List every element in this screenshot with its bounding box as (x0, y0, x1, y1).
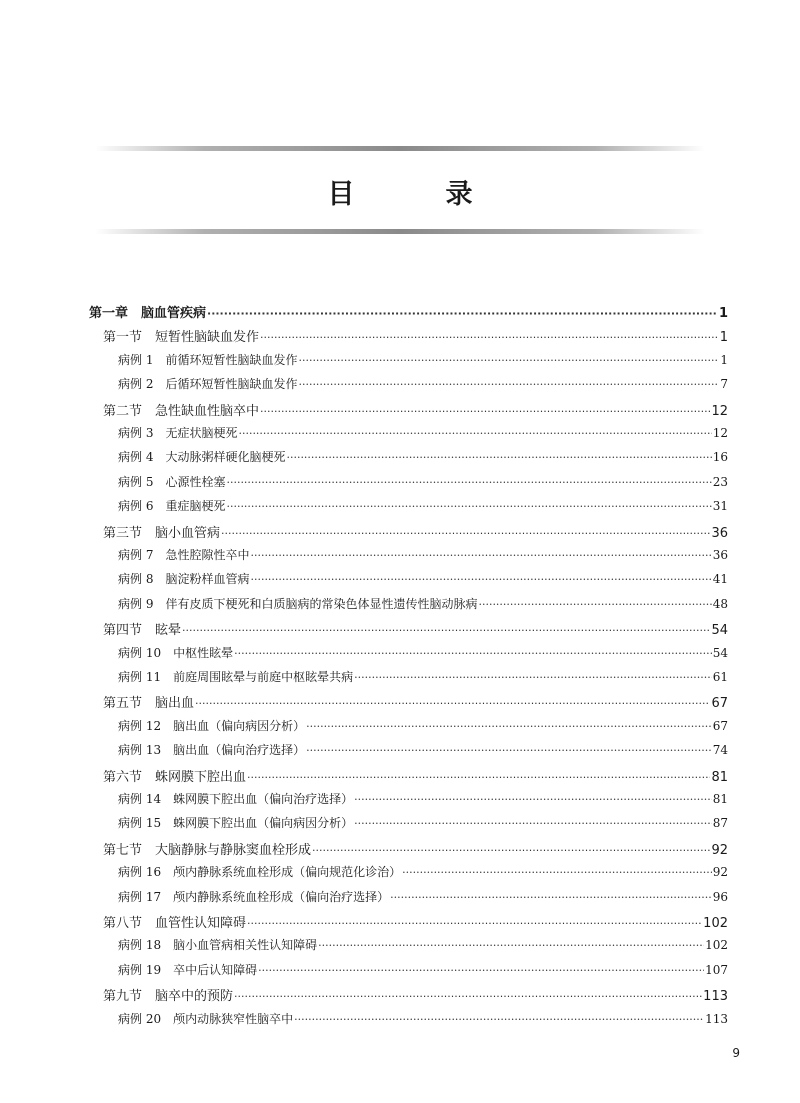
toc-entry-case[interactable] (118, 814, 728, 838)
toc-entry-label: 病例 4 大动脉粥样硬化脑梗死 (118, 450, 286, 465)
toc-entry-label: 病例 13 脑出血（偏向治疗选择） (118, 743, 306, 758)
toc-entry-page: 36 (712, 548, 728, 562)
toc-entry-case[interactable] (118, 570, 728, 594)
toc-entry-section[interactable] (103, 692, 728, 716)
dot-leader (318, 939, 704, 952)
toc-entry-label: 第九节 脑卒中的预防 (103, 989, 234, 1005)
toc-entry-section[interactable] (103, 522, 728, 546)
dot-leader (226, 476, 711, 489)
toc-entry-case[interactable] (118, 448, 728, 472)
toc-entry-page: 96 (712, 889, 728, 904)
toc-entry-page: 81 (711, 769, 728, 785)
toc-entry-case[interactable] (118, 473, 728, 497)
toc-entry-page: 12 (712, 426, 728, 440)
toc-entry-label: 病例 20 颅内动脉狭窄性脑卒中 (118, 1011, 294, 1026)
toc-entry-page: 87 (712, 816, 728, 831)
dot-leader (250, 573, 711, 586)
toc-entry-page: 1 (719, 330, 728, 346)
dot-leader (195, 697, 710, 710)
toc-entry-page: 92 (712, 865, 728, 880)
dot-leader (260, 405, 710, 418)
toc-entry-case[interactable] (118, 790, 728, 814)
toc-entry-label: 病例 8 脑淀粉样血管病 (118, 572, 250, 587)
toc-entry-page: 81 (712, 792, 728, 806)
dot-leader (306, 744, 712, 757)
toc-entry-case[interactable] (118, 1010, 728, 1034)
dot-leader (234, 990, 702, 1003)
toc-entry-case[interactable] (118, 863, 728, 887)
toc-entry-page: 102 (703, 916, 728, 931)
toc-entry-page: 48 (712, 596, 728, 611)
toc-entry-case[interactable] (118, 546, 728, 570)
toc-entry-page: 54 (711, 623, 728, 639)
page-title: 目 录 (327, 179, 505, 210)
dot-leader (258, 964, 704, 977)
dot-leader (402, 866, 712, 879)
dot-leader (354, 671, 712, 684)
dot-leader (247, 771, 710, 784)
toc-entry-chapter[interactable] (89, 302, 728, 326)
toc-entry-section[interactable] (103, 400, 728, 424)
bottom-rule (95, 229, 705, 234)
toc-entry-case[interactable] (118, 351, 728, 375)
dot-leader (207, 307, 718, 320)
toc-entry-page: 1 (720, 352, 728, 367)
dot-leader (390, 891, 712, 904)
dot-leader (250, 549, 711, 562)
toc-entry-label: 病例 16 颅内静脉系统血栓形成（偏向规范化诊治） (118, 865, 402, 880)
toc-entry-page: 31 (712, 499, 728, 514)
toc-entry-label: 第二节 急性缺血性脑卒中 (103, 403, 260, 419)
dot-leader (238, 427, 711, 440)
toc-entry-case[interactable] (118, 961, 728, 985)
toc-entry-page: 113 (703, 989, 728, 1005)
toc-entry-page: 67 (712, 718, 728, 733)
toc-entry-label: 病例 2 后循环短暂性脑缺血发作 (118, 377, 298, 392)
dot-leader (260, 331, 719, 344)
toc-entry-case[interactable] (118, 888, 728, 912)
toc-entry-page: 1 (718, 306, 728, 321)
toc-entry-section[interactable] (103, 326, 728, 350)
toc-entry-case[interactable] (118, 644, 728, 668)
toc-entry-page: 61 (712, 670, 728, 684)
toc-entry-page: 16 (712, 450, 728, 465)
toc-entry-section[interactable] (103, 912, 728, 936)
toc-entry-section[interactable] (103, 766, 728, 790)
dot-leader (294, 1013, 704, 1026)
toc-entry-page: 107 (705, 962, 728, 977)
toc-entry-label: 病例 6 重症脑梗死 (118, 499, 226, 514)
dot-leader (354, 793, 712, 806)
dot-leader (298, 378, 719, 391)
toc-entry-label: 病例 5 心源性栓塞 (118, 474, 226, 489)
dot-leader (234, 647, 712, 660)
dot-leader (182, 624, 710, 637)
toc-entry-section[interactable] (103, 839, 728, 863)
dot-leader (306, 720, 712, 733)
toc-entry-label: 第六节 蛛网膜下腔出血 (103, 769, 247, 785)
toc-entry-label: 病例 1 前循环短暂性脑缺血发作 (118, 352, 298, 367)
toc-entry-page: 41 (712, 572, 728, 587)
dot-leader (247, 917, 702, 930)
toc-entry-section[interactable] (103, 985, 728, 1009)
toc-entry-page: 54 (712, 645, 728, 660)
toc-entry-page: 74 (712, 743, 728, 758)
top-rule (95, 146, 705, 151)
toc-entry-label: 第七节 大脑静脉与静脉窦血栓形成 (103, 842, 312, 858)
toc-entry-page: 113 (705, 1011, 728, 1026)
toc-entry-page: 67 (711, 696, 728, 712)
toc-entry-case[interactable] (118, 668, 728, 692)
dot-leader (221, 527, 710, 540)
toc-entry-page: 92 (711, 842, 728, 858)
dot-leader (286, 451, 711, 464)
page-number: 9 (732, 1046, 740, 1060)
dot-leader (354, 817, 712, 830)
toc-entry-case[interactable] (118, 595, 728, 619)
toc-entry-section[interactable] (103, 619, 728, 643)
toc-entry-page: 12 (711, 403, 728, 419)
toc-entry-case[interactable] (118, 497, 728, 521)
toc-entry-page: 102 (705, 938, 728, 953)
toc-entry-label: 病例 18 脑小血管病相关性认知障碍 (118, 938, 318, 953)
toc-entry-label: 病例 15 蛛网膜下腔出血（偏向病因分析） (118, 816, 354, 831)
toc-entry-label: 病例 10 中枢性眩晕 (118, 645, 234, 660)
dot-leader (298, 354, 719, 367)
toc-entry-label: 第五节 脑出血 (103, 696, 195, 712)
toc-entry-page: 7 (720, 377, 728, 392)
toc-entry-label: 病例 9 伴有皮质下梗死和白质脑病的常染色体显性遗传性脑动脉病 (118, 596, 478, 611)
toc-entry-label: 病例 3 无症状脑梗死 (118, 426, 238, 440)
toc-entry-label: 病例 7 急性腔隙性卒中 (118, 548, 250, 562)
toc-entry-label: 第四节 眩晕 (103, 623, 182, 639)
dot-leader (226, 500, 711, 513)
toc-entry-label: 病例 12 脑出血（偏向病因分析） (118, 718, 306, 733)
toc-entry-label: 病例 19 卒中后认知障碍 (118, 962, 258, 977)
toc-entry-case[interactable] (118, 741, 728, 765)
toc-entry-case[interactable] (118, 936, 728, 960)
toc-entry-label: 病例 11 前庭周围眩晕与前庭中枢眩晕共病 (118, 670, 354, 684)
toc-entry-label: 第三节 脑小血管病 (103, 525, 221, 541)
toc-entry-case[interactable] (118, 375, 728, 399)
toc-entry-case[interactable] (118, 424, 728, 448)
toc-entry-label: 第八节 血管性认知障碍 (103, 916, 247, 931)
toc-entry-label: 第一章 脑血管疾病 (89, 306, 207, 321)
toc-entry-label: 第一节 短暂性脑缺血发作 (103, 330, 260, 346)
toc-entry-case[interactable] (118, 717, 728, 741)
toc-entry-label: 病例 14 蛛网膜下腔出血（偏向治疗选择） (118, 792, 354, 806)
toc-entry-label: 病例 17 颅内静脉系统血栓形成（偏向治疗选择） (118, 889, 390, 904)
toc-entry-page: 36 (711, 525, 728, 541)
dot-leader (312, 844, 710, 857)
toc-entry-page: 23 (712, 474, 728, 489)
dot-leader (478, 598, 711, 611)
